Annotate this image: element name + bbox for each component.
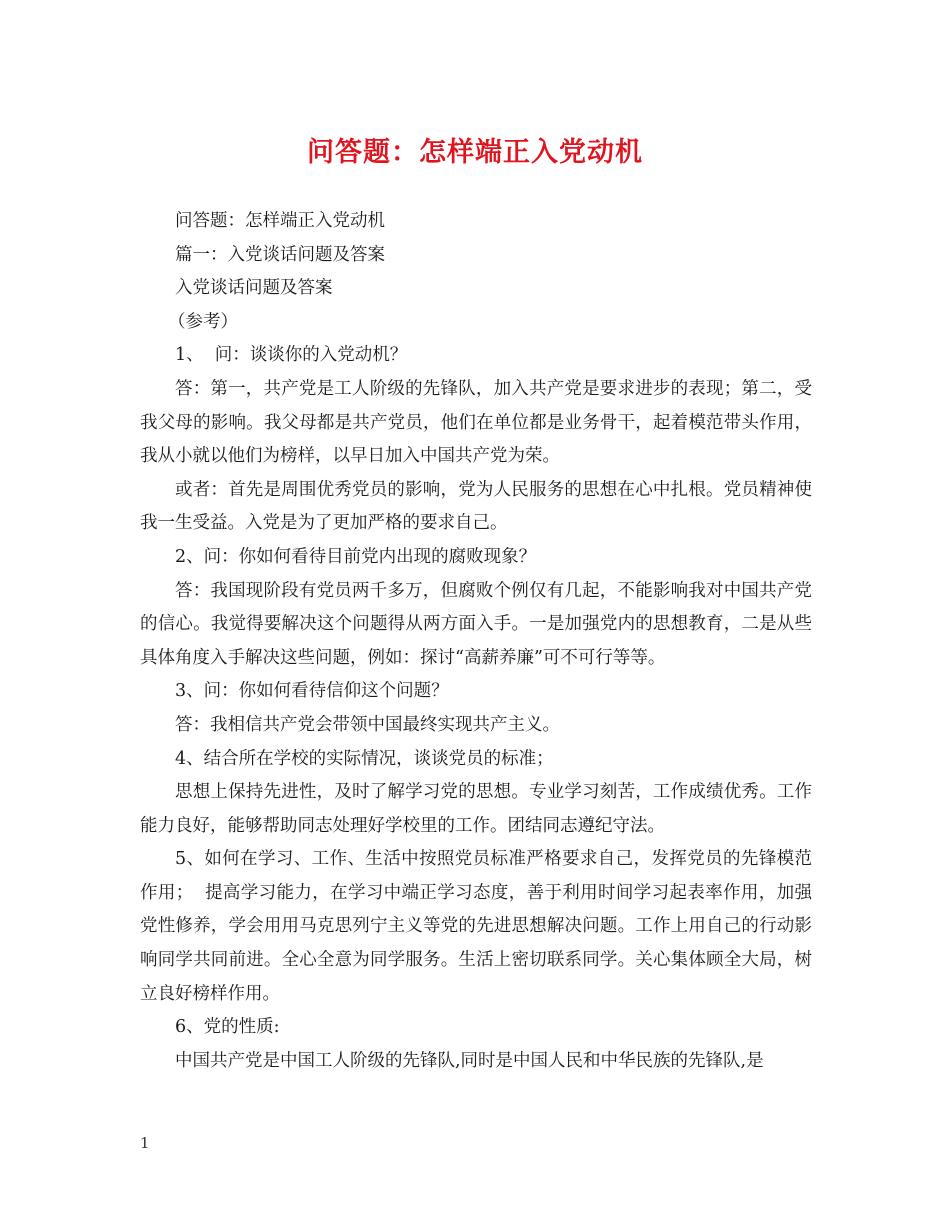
paragraph: 5、如何在学习、工作、生活中按照党员标准严格要求自己，发挥党员的先锋模范作用； 提高学习能力，在学习中端正学习态度，善于利用时间学习起表率作用，加强党性修养，学会用用马克思列宁主义等党的先进思想解决问题。工作上用自己的行动影响同学共同前进。全心全意为同学服务。生活上密切联系同学。关心集体顾全大局，树立良好榜样作用。 <box>140 849 812 1004</box>
paragraph: 3、问：你如何看待信仰这个问题？ <box>175 681 449 702</box>
paragraph: 1、 问：谈谈你的入党动机？ <box>175 345 408 366</box>
paragraph: 中国共产党是中国工人阶级的先锋队,同时是中国人民和中华民族的先锋队,是 <box>175 1050 764 1071</box>
document-body <box>140 205 812 1078</box>
paragraph: 答：我国现阶段有党员两千多万，但腐败个例仅有几起，不能影响我对中国共产党的信心。我觉得要解决这个问题得从两方面入手。一是加强党内的思想教育，二是从些具体角度入手解决这些问题，例如：探讨“高薪养廉”可不可行等等。 <box>140 580 812 668</box>
paragraph: 答：第一，共产党是工人阶级的先锋队，加入共产党是要求进步的表现；第二，受我父母的影响。我父母都是共产党员，他们在单位都是业务骨干，起着模范带头作用，我从小就以他们为榜样，以早日加入中国共产党为荣。 <box>140 378 812 467</box>
page-number: 1 <box>140 1134 150 1152</box>
paragraph: （参考） <box>168 311 238 332</box>
paragraph: 4、结合所在学校的实际情况，谈谈党员的标准； <box>175 748 554 769</box>
paragraph: 2、问：你如何看待目前党内出现的腐败现象？ <box>175 546 537 567</box>
document-title: 问答题：怎样端正入党动机 <box>307 137 643 168</box>
paragraph: 6、党的性质: <box>175 1017 280 1038</box>
paragraph: 入党谈话问题及答案 <box>175 278 333 299</box>
paragraph: 或者：首先是周围优秀党员的影响，党为人民服务的思想在心中扎根。党员精神使我一生受益。入党是为了更加严格的要求自己。 <box>140 479 812 534</box>
paragraph: 问答题：怎样端正入党动机 <box>175 211 385 231</box>
paragraph: 答：我相信共产党会带领中国最终实现共产主义。 <box>175 714 560 735</box>
paragraph: 思想上保持先进性，及时了解学习党的思想。专业学习刻苦，工作成绩优秀。工作能力良好，能够帮助同志处理好学校里的工作。团结同志遵纪守法。 <box>140 782 812 836</box>
paragraph: 篇一：入党谈话问题及答案 <box>175 244 385 265</box>
